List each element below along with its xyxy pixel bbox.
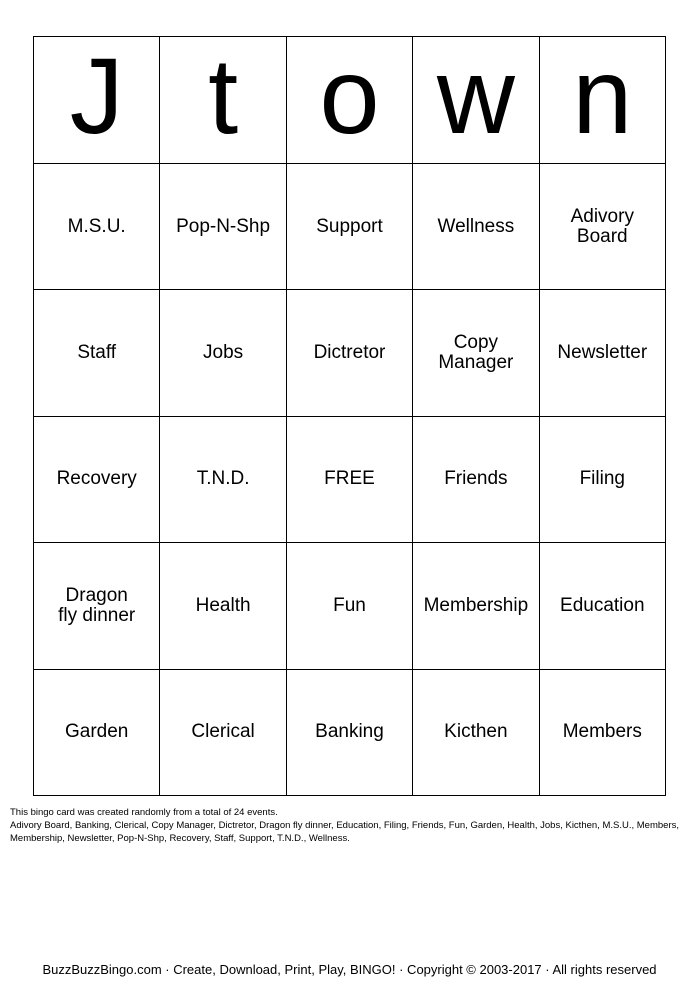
header-letter: J bbox=[34, 37, 160, 164]
card-cell bbox=[34, 290, 160, 416]
card-cell bbox=[286, 164, 412, 290]
card-row bbox=[34, 290, 666, 416]
card-cell bbox=[286, 290, 412, 416]
cell-text: Dragon fly dinner bbox=[58, 584, 136, 626]
header-letter: t bbox=[160, 37, 286, 164]
card-cell bbox=[34, 669, 160, 795]
card-cell bbox=[286, 669, 412, 795]
cell-text: Dictretor bbox=[313, 342, 386, 364]
cell-text: Friends bbox=[444, 468, 508, 490]
card-cell bbox=[539, 164, 665, 290]
card-cell bbox=[539, 416, 665, 542]
card-cell bbox=[413, 416, 539, 542]
card-cell bbox=[160, 164, 286, 290]
cell-text: FREE bbox=[324, 468, 375, 490]
card-cell bbox=[413, 290, 539, 416]
cell-text: Kicthen bbox=[444, 721, 508, 743]
header-letter: n bbox=[539, 37, 665, 164]
cell-text: Filing bbox=[579, 468, 625, 490]
card-cell bbox=[160, 290, 286, 416]
cell-text: Adivory Board bbox=[570, 205, 634, 247]
note-summary: This bingo card was created randomly from a total of 24 events. bbox=[10, 807, 278, 818]
card-cell bbox=[413, 543, 539, 669]
card-row bbox=[34, 416, 666, 542]
cell-text: Education bbox=[560, 594, 645, 616]
card-cell bbox=[286, 543, 412, 669]
cell-text: Clerical bbox=[191, 721, 255, 743]
cell-text: Newsletter bbox=[557, 342, 648, 364]
card-row bbox=[34, 164, 666, 290]
event-list-note bbox=[10, 806, 692, 845]
cell-text: Health bbox=[195, 594, 251, 616]
header-row bbox=[34, 37, 666, 164]
header-letter: o bbox=[286, 37, 412, 164]
cell-text: Members bbox=[562, 721, 642, 743]
cell-text: M.S.U. bbox=[67, 215, 126, 237]
cell-text: Support bbox=[316, 215, 383, 237]
card-row bbox=[34, 543, 666, 669]
bingo-card bbox=[33, 36, 666, 796]
site-footer: BuzzBuzzBingo.com · Create, Download, Print, Play, BINGO! · Copyright © 2003-2017 · All rights reserved bbox=[42, 962, 657, 977]
cell-text: Garden bbox=[65, 721, 129, 743]
cell-text: Staff bbox=[77, 342, 117, 364]
cell-text: Banking bbox=[315, 721, 384, 743]
card-row bbox=[34, 669, 666, 795]
cell-text: Membership bbox=[423, 594, 529, 616]
header-letter: w bbox=[413, 37, 539, 164]
card-cell bbox=[160, 669, 286, 795]
card-cell bbox=[539, 543, 665, 669]
cell-text: Recovery bbox=[56, 468, 137, 490]
card-cell bbox=[413, 669, 539, 795]
free-space-cell bbox=[286, 416, 412, 542]
cell-text: T.N.D. bbox=[196, 468, 250, 490]
card-cell bbox=[34, 543, 160, 669]
card-cell bbox=[34, 164, 160, 290]
cell-text: Jobs bbox=[203, 342, 244, 364]
card-cell bbox=[539, 290, 665, 416]
card-cell bbox=[34, 416, 160, 542]
card-cell bbox=[160, 416, 286, 542]
note-event-list: Adivory Board, Banking, Clerical, Copy Manager, Dictretor, Dragon fly dinner, Education, Filing, Friends, Fun, Garden, Health, Jobs, Kicthen, M.S.U., Members, Membership, Newsletter, Pop-N-Shp, Recovery, Staff, Support, T.N.D., Wellness. bbox=[10, 820, 679, 844]
card-cell bbox=[539, 669, 665, 795]
card-cell bbox=[413, 164, 539, 290]
cell-text: Fun bbox=[333, 594, 366, 616]
cell-text: Copy Manager bbox=[438, 332, 514, 374]
cell-text: Pop-N-Shp bbox=[176, 215, 271, 237]
card-cell bbox=[160, 543, 286, 669]
cell-text: Wellness bbox=[437, 215, 515, 237]
